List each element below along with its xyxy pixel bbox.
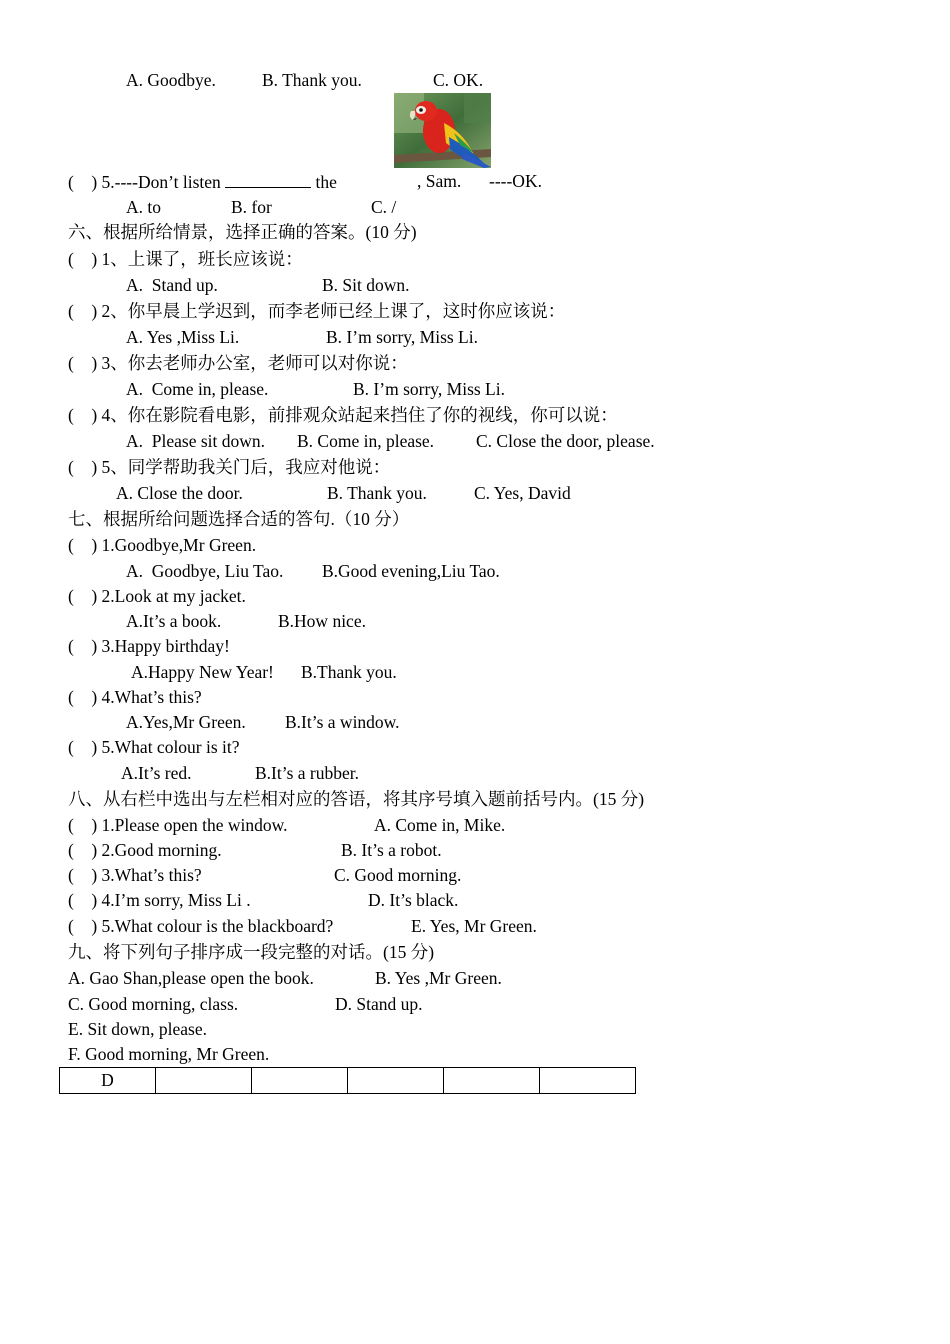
answer-bracket[interactable]: ( ) (68, 457, 102, 477)
answer-cell[interactable] (348, 1068, 444, 1094)
s9-sentence-c: C. Good morning, class. (68, 994, 239, 1014)
s8-row4-left: 4.I’m sorry, Miss Li . (101, 890, 251, 910)
s7-q1-option-b: B.Good evening,Liu Tao. (322, 561, 500, 581)
answer-cell[interactable] (444, 1068, 540, 1094)
s7-question (68, 687, 202, 707)
s6-q2-text: 2、你早晨上学迟到，而李老师已经上课了，这时你应该说： (101, 301, 566, 321)
q5-option-b: B. for (231, 197, 272, 217)
s7-question (68, 586, 246, 606)
s6-q4-option-a: A. Please sit down. (126, 431, 266, 451)
answer-cell[interactable]: D (60, 1068, 156, 1094)
s6-q5-option-a: A. Close the door. (116, 483, 243, 503)
s8-row-left (68, 840, 222, 860)
s7-question (68, 535, 256, 555)
s7-q2-option-a: A.It’s a book. (126, 611, 222, 631)
s7-q2-text: 2.Look at my jacket. (101, 586, 246, 606)
answer-bracket[interactable]: ( ) (68, 865, 102, 885)
answer-bracket[interactable]: ( ) (68, 586, 102, 606)
s6-q1-option-a: A. Stand up. (126, 275, 218, 295)
s7-q1-option-a: A. Goodbye, Liu Tao. (126, 561, 284, 581)
answer-bracket[interactable]: ( ) (68, 301, 102, 321)
s6-q4-text: 4、你在影院看电影，前排观众站起来挡住了你的视线，你可以说： (101, 405, 618, 425)
s7-q2-option-b: B.How nice. (278, 611, 366, 631)
answer-cell[interactable] (540, 1068, 636, 1094)
s8-row2-left: 2.Good morning. (101, 840, 222, 860)
section6-title: 六、根据所给情景，选择正确的答案。(10 分) (68, 222, 417, 242)
answer-bracket[interactable]: ( ) (68, 737, 102, 757)
s6-q5-text: 5、同学帮助我关门后，我应对他说： (101, 457, 391, 477)
q5-option-c: C. / (371, 197, 397, 217)
answer-bracket[interactable]: ( ) (68, 840, 102, 860)
section9-title: 九、将下列句子排序成一段完整的对话。(15 分) (68, 942, 435, 962)
answer-bracket[interactable]: ( ) (68, 636, 102, 656)
s8-row1-left: 1.Please open the window. (101, 815, 288, 835)
s7-question (68, 737, 240, 757)
s6-q4-option-c: C. Close the door, please. (476, 431, 655, 451)
s7-question (68, 636, 230, 656)
s7-q4-option-b: B.It’s a window. (285, 712, 400, 732)
s8-row-left (68, 815, 288, 835)
answer-bracket[interactable]: ( ) (68, 405, 102, 425)
s9-sentence-f: F. Good morning, Mr Green. (68, 1044, 270, 1064)
q5-option-a: A. to (126, 197, 161, 217)
s6-q1-option-b: B. Sit down. (322, 275, 410, 295)
s8-row4-right: D. It’s black. (368, 890, 459, 910)
s7-q5-text: 5.What colour is it? (101, 737, 240, 757)
s6-question (68, 457, 390, 477)
s6-q3-text: 3、你去老师办公室，老师可以对你说： (101, 353, 408, 373)
answer-bracket[interactable]: ( ) (68, 249, 102, 269)
q5-sam: , Sam. (417, 171, 462, 191)
s6-question (68, 405, 618, 425)
answer-bracket[interactable]: ( ) (68, 353, 102, 373)
s7-q5-option-b: B.It’s a rubber. (255, 763, 360, 783)
s8-row5-left: 5.What colour is the blackboard? (101, 916, 334, 936)
s8-row3-right: C. Good morning. (334, 865, 462, 885)
s6-question (68, 301, 565, 321)
s7-q3-text: 3.Happy birthday! (101, 636, 230, 656)
s6-q1-text: 1、上课了，班长应该说： (101, 249, 303, 269)
answer-bracket[interactable]: ( ) (68, 172, 102, 192)
s6-question (68, 353, 408, 373)
s7-q3-option-b: B.Thank you. (301, 662, 397, 682)
s6-q2-option-a: A. Yes ,Miss Li. (126, 327, 240, 347)
s6-q4-option-b: B. Come in, please. (297, 431, 435, 451)
s6-q2-option-b: B. I’m sorry, Miss Li. (326, 327, 478, 347)
parrot-image (394, 93, 491, 168)
q5-reply: ----OK. (489, 171, 542, 191)
s8-row5-right: E. Yes, Mr Green. (411, 916, 537, 936)
s8-row3-left: 3.What’s this? (101, 865, 202, 885)
q5-text-before: 5.----Don’t listen (101, 172, 226, 192)
q5-line (68, 171, 337, 192)
answer-cell[interactable] (156, 1068, 252, 1094)
s7-q3-option-a: A.Happy New Year! (131, 662, 274, 682)
s8-row-left (68, 890, 251, 910)
s6-q5-option-c: C. Yes, David (474, 483, 571, 503)
q4-option-a: A. Goodbye. (126, 70, 216, 90)
q4-option-b: B. Thank you. (262, 70, 362, 90)
s6-q3-option-b: B. I’m sorry, Miss Li. (353, 379, 505, 399)
answer-bracket[interactable]: ( ) (68, 890, 102, 910)
s7-q1-text: 1.Goodbye,Mr Green. (101, 535, 257, 555)
q5-text-after: the (311, 172, 337, 192)
answer-order-table (59, 1067, 636, 1094)
s6-question (68, 249, 303, 269)
answer-bracket[interactable]: ( ) (68, 535, 102, 555)
q5-blank[interactable] (225, 171, 311, 188)
s9-sentence-d: D. Stand up. (335, 994, 423, 1014)
answer-bracket[interactable]: ( ) (68, 815, 102, 835)
q4-option-c: C. OK. (433, 70, 484, 90)
s7-q4-text: 4.What’s this? (101, 687, 202, 707)
s8-row2-right: B. It’s a robot. (341, 840, 442, 860)
answer-cell[interactable] (252, 1068, 348, 1094)
s6-q5-option-b: B. Thank you. (327, 483, 427, 503)
s7-q4-option-a: A.Yes,Mr Green. (126, 712, 246, 732)
answer-bracket[interactable]: ( ) (68, 687, 102, 707)
answer-bracket[interactable]: ( ) (68, 916, 102, 936)
s9-sentence-e: E. Sit down, please. (68, 1019, 208, 1039)
s6-q3-option-a: A. Come in, please. (126, 379, 269, 399)
s9-sentence-a: A. Gao Shan,please open the book. (68, 968, 314, 988)
s8-row-left (68, 916, 333, 936)
s8-row1-right: A. Come in, Mike. (374, 815, 506, 835)
section8-title: 八、从右栏中选出与左栏相对应的答语，将其序号填入题前括号内。(15 分) (68, 789, 645, 809)
section7-title: 七、根据所给问题选择合适的答句.（10 分） (68, 509, 410, 529)
s8-row-left (68, 865, 202, 885)
s7-q5-option-a: A.It’s red. (121, 763, 192, 783)
s9-sentence-b: B. Yes ,Mr Green. (375, 968, 502, 988)
